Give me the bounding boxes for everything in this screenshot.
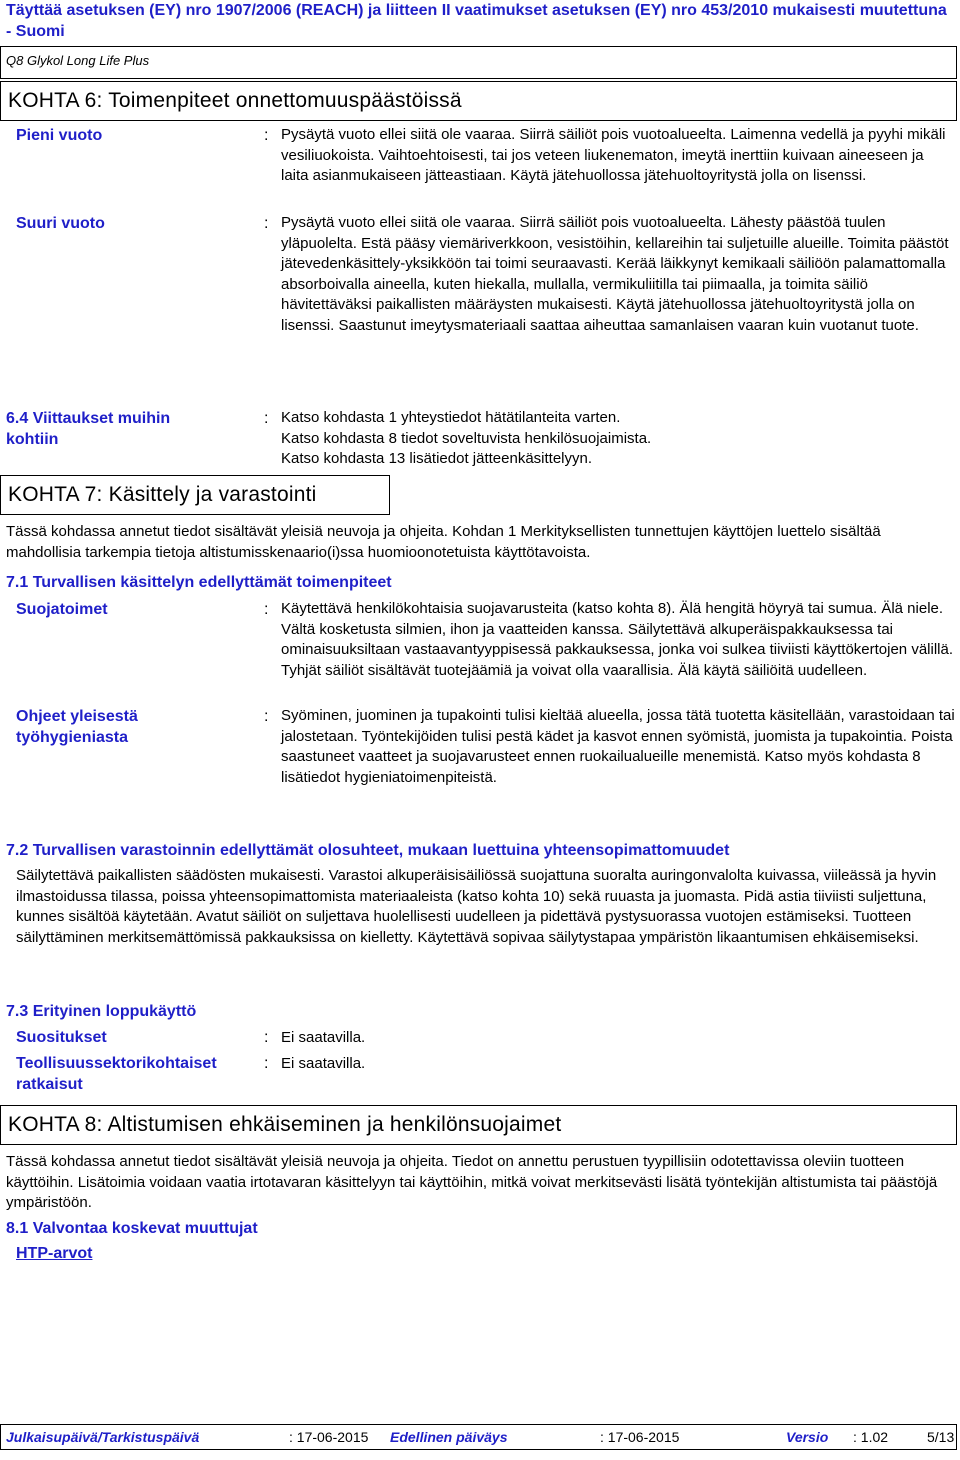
references-list bbox=[281, 408, 951, 470]
industry-solutions-text: Ei saatavilla. bbox=[281, 1055, 366, 1072]
footer-version-label bbox=[786, 1428, 828, 1446]
protective-measures-text: Käytettävä henkilökohtaisia suojavarusteita (katso kohta 8). Älä hengitä höyryä tai sumua. Älä niele. Vältä kosketusta silmien, ihon ja vaatteiden kanssa. Säilytettävä alkuperäispakkauksessa tai ominaisuuksiltaan vastaavantyyppisessä pakkauksessa, jonka voi sulkea tiiviisti käyttökertojen välillä. Tyhjät säiliöt sisältävät tuotejäämiä ja voivat olla vaarallisia. Älä käytä säiliöitä uudelleen. bbox=[281, 600, 953, 679]
small-spill-text: Pysäytä vuoto ellei siitä ole vaaraa. Siirrä säiliöt pois vuotoalueelta. Laimenna vedellä ja pyyhi mikäli vesiliuokoista. Vaihtoehtoisesti, tai jos veteen liukenematon, imeytä inerttiin kuivaan aineeseen ja laita asianmukaiseen jätteastiaan. Käytä jätehuollossa jätehuoltoyritystä jolla on lisenssi. bbox=[281, 126, 946, 185]
colon: : bbox=[264, 215, 269, 232]
document-title: Täyttää asetuksen (EY) nro 1907/2006 (REACH) ja liitteen II vaatimukset asetuksen (EY) nro 453/2010 mukaisesti muutettuna - Suomi bbox=[6, 2, 947, 40]
section6-heading: KOHTA 6: Toimenpiteet onnettomuuspäästöissä bbox=[8, 89, 462, 112]
colon: : bbox=[264, 1029, 269, 1046]
section7-intro: Tässä kohdassa annetut tiedot sisältävät yleisiä neuvoja ja ohjeita. Kohdan 1 Merkityksellisten tunnettujen käyttöjen luettelo sisältää mahdollisia tarkempia tietoja altistumisskenaario(i)ssa huomioonotetuista käyttötavoista. bbox=[6, 523, 881, 561]
label-recommendations: Suositukset bbox=[16, 1029, 107, 1046]
section7-heading: KOHTA 7: Käsittely ja varastointi bbox=[8, 483, 317, 506]
label-large-spill: Suuri vuoto bbox=[16, 215, 105, 232]
section8-intro: Tässä kohdassa annetut tiedot sisältävät yleisiä neuvoja ja ohjeita. Tiedot on annettu perustuen tyypillisiin odotettavissa oleviin tuotteen käyttöihin. Lisätoimia voidaan vaatia irtotavaran käsittelyyn tai käyttöihin, mitkä voivat merkitsevästi lisätä työntekijän altistumista tai päästöjä ympäristöön. bbox=[6, 1153, 938, 1212]
footer-date-label-text: Julkaisupäivä/Tarkistuspäivä bbox=[6, 1429, 200, 1445]
section-7-1-title: 7.1 Turvallisen käsittelyn edellyttämät toimenpiteet bbox=[6, 574, 392, 591]
reference-item: Katso kohdasta 8 tiedot soveltuvista henkilösuojaimista. bbox=[281, 429, 652, 447]
label-references: 6.4 Viittaukset muihin kohtiin bbox=[6, 410, 171, 448]
footer-version-value: : 1.02 bbox=[853, 1429, 889, 1445]
reference-item: Katso kohdasta 13 lisätiedot jätteenkäsittelyyn. bbox=[281, 450, 593, 468]
section-8-1-title: 8.1 Valvontaa koskevat muuttujat bbox=[6, 1220, 258, 1237]
htp-values-link[interactable]: HTP-arvot bbox=[16, 1245, 93, 1262]
footer-version-label-text: Versio bbox=[786, 1429, 829, 1445]
reference-item: Katso kohdasta 1 yhteystiedot hätätilanteita varten. bbox=[281, 409, 621, 426]
section8-heading: KOHTA 8: Altistumisen ehkäiseminen ja henkilönsuojaimet bbox=[8, 1113, 562, 1136]
section-7-2-title: 7.2 Turvallisen varastoinnin edellyttämät olosuhteet, mukaan luettuina yhteensopimattomuudet bbox=[6, 842, 730, 859]
recommendations-text: Ei saatavilla. bbox=[281, 1029, 366, 1046]
footer-prev-value: : 17-06-2015 bbox=[600, 1429, 680, 1445]
footer-page-number: 5/13 bbox=[927, 1429, 955, 1445]
large-spill-text: Pysäytä vuoto ellei siitä ole vaaraa. Siirrä säiliöt pois vuotoalueelta. Lähesty päästöä tuulen yläpuolelta. Estä pääsy viemäriverkkoon, vesistöihin, kellareihin tai suljetuille alueille. Toimita päästöt jätevedenkäsittely-yksikköön tai toimi seuraavasti. Kerää läikkynyt kemikaali säiliöön palamattomalla absorboivalla aineella, kuten hiekalla, mullalla, vermikuliitilla tai piimaalla, ja toimita säiliö hävitettäväksi paikallisten määräysten mukaisesti. Käytä jätehuollossa jätehuoltoyritystä jolla on lisenssi. Saastunut imeytysmateriaali saattaa aiheuttaa samanlaisen vaaran kuin vuotanut tuote. bbox=[281, 214, 949, 334]
colon: : bbox=[264, 1055, 269, 1072]
footer-date-value: : 17-06-2015 bbox=[289, 1429, 369, 1445]
product-name: Q8 Glykol Long Life Plus bbox=[6, 53, 150, 68]
colon: : bbox=[264, 708, 269, 725]
section-7-2-text: Säilytettävä paikallisten säädösten mukaisesti. Varastoi alkuperäisisäiliössä suojattuna suoralta auringonvalolta kuivassa, viileässä ja hyvin ilmastoidussa tilassa, poissa yhteensopimattomista materiaaleista (katso kohta 10) sekä ruuasta ja juomasta. Pidä astia tiiviisti suljettuna, kunnes sisältöä käytetään. Avatut säiliöt on suljettava huolellisesti uudelleen ja pidettävä pystysuorassa vuotojen estämiseksi. Tuotteen säilyttäminen merkitsemättömissä pakkauksissa on kielletty. Käytettävä sopivaa säilytystapaa ympäristön likaantumisen ehkäisemiseksi. bbox=[16, 867, 937, 946]
label-protective-measures: Suojatoimet bbox=[16, 601, 108, 618]
footer-prev-label-text: Edellinen päiväys bbox=[390, 1429, 508, 1445]
footer-prev-label bbox=[390, 1428, 508, 1446]
colon: : bbox=[264, 601, 269, 618]
label-small-spill: Pieni vuoto bbox=[16, 127, 103, 144]
label-industry-solutions: Teollisuussektorikohtaiset ratkaisut bbox=[16, 1055, 217, 1093]
footer-date-label bbox=[6, 1428, 199, 1446]
hygiene-text: Syöminen, juominen ja tupakointi tulisi kieltää alueella, jossa tätä tuotetta käsitellään, varastoidaan tai jalostetaan. Työntekijöiden tulisi pestä kädet ja kasvot ennen syömistä, juomista ja tupakointia. Poista saastuneet vaatteet ja suojavarusteet ennen ruokailualueille menemistä. Katso myös kohdasta 8 lisätiedot hygieniatoimenpiteistä. bbox=[281, 707, 955, 786]
label-hygiene: Ohjeet yleisestä työhygieniasta bbox=[16, 708, 138, 746]
section-7-3-title: 7.3 Erityinen loppukäyttö bbox=[6, 1003, 197, 1020]
colon: : bbox=[264, 410, 269, 427]
colon: : bbox=[264, 127, 269, 144]
